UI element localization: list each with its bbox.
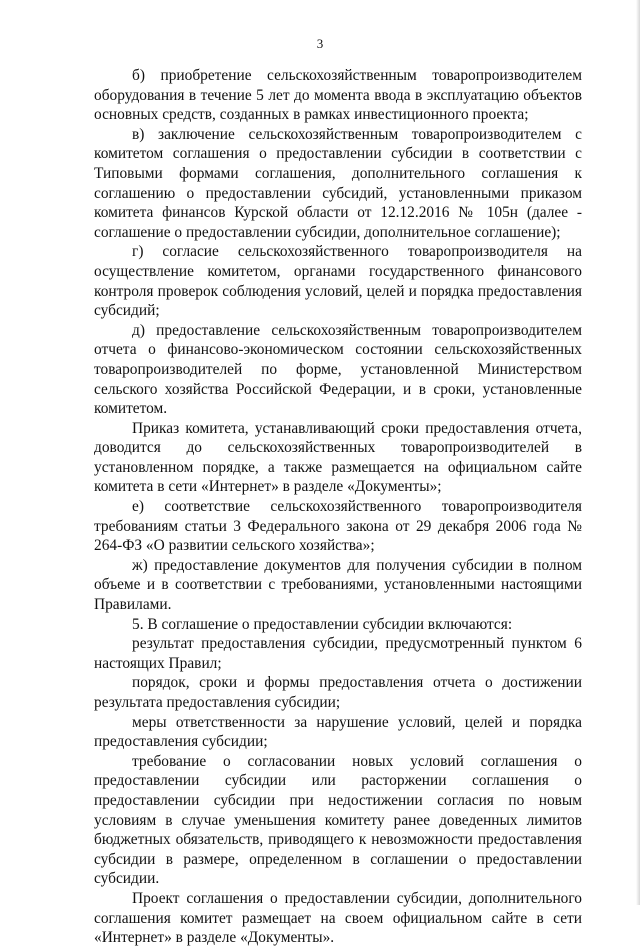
page-number: 3 — [316, 36, 324, 51]
paragraph-zh: ж) предоставление документов для получения субсидии в полном объеме и в соответствии с требованиями, установленными настоящими Правилами. — [94, 556, 582, 614]
paragraph-draft-agreement: Проект соглашения о предоставлении субсидии, дополнительного соглашения комитет размещает на своем официальном сайте в сети «Интернет» в разделе «Документы». — [94, 889, 582, 947]
paragraph-new-conditions: требование о согласовании новых условий соглашения о предоставлении субсидии или расторжении соглашения о предоставлении субсидии при недостижении согласия по новым условиям в случае уменьшения комитету ранее доведенных лимитов бюджетных обязательств, приводящего к невозможности предоставления субсидии в размере, определенном в соглашении о предоставлении субсидии. — [94, 752, 582, 888]
paragraph-g: г) согласие сельскохозяйственного товаропроизводителя на осуществление комитетом, органами государственного финансового контроля проверок соблюдения условий, целей и порядка предоставления субсидий; — [94, 243, 582, 320]
paragraph-report-procedure: порядок, сроки и формы предоставления отчета о достижении результата предоставления субсидии; — [94, 674, 582, 711]
paragraph-liability: меры ответственности за нарушение условий, целей и порядка предоставления субсидии; — [94, 713, 582, 751]
paragraph-e: е) соответствие сельскохозяйственного товаропроизводителя требованиям статьи 3 Федерального закона от 29 декабря 2006 года № 264-ФЗ «О развитии сельского хозяйства»; — [94, 498, 582, 555]
scan-edge-shadow — [636, 0, 640, 905]
paragraph-section-5: 5. В соглашение о предоставлении субсидии включаются: — [132, 615, 513, 633]
paragraph-report-order: Приказ комитета, устанавливающий сроки предоставления отчета, доводится до сельскохозяйственных товаропроизводителей в установленном порядке, а также размещается на официальном сайте комитета в сети «Интернет» в разделе «Документы»; — [94, 419, 582, 496]
paragraph-result: результат предоставления субсидии, предусмотренный пунктом 6 настоящих Правил; — [94, 635, 582, 672]
paragraph-d: д) предоставление сельскохозяйственным товаропроизводителем отчета о финансово-экономическом состоянии сельскохозяйственных товаропроизводителей по форме, установленной Министерством сельского хозяйства Российской Федерации, и в сроки, установленные комитетом. — [94, 321, 582, 418]
paragraph-b: б) приобретение сельскохозяйственным товаропроизводителем оборудования в течение 5 лет до момента ввода в эксплуатацию объектов основных средств, созданных в рамках инвестиционного проекта; — [94, 67, 582, 124]
paragraph-v: в) заключение сельскохозяйственным товаропроизводителем с комитетом соглашения о предоставлении субсидии в соответствии с Типовыми формами соглашения, дополнительного соглашения к соглашению о предоставлении субсидий, установленными приказом комитета финансов Курской области от 12.12.2016 № 105н (далее - соглашение о предоставлении субсидии, дополнительное соглашение); — [94, 125, 582, 241]
document-body — [94, 66, 582, 948]
